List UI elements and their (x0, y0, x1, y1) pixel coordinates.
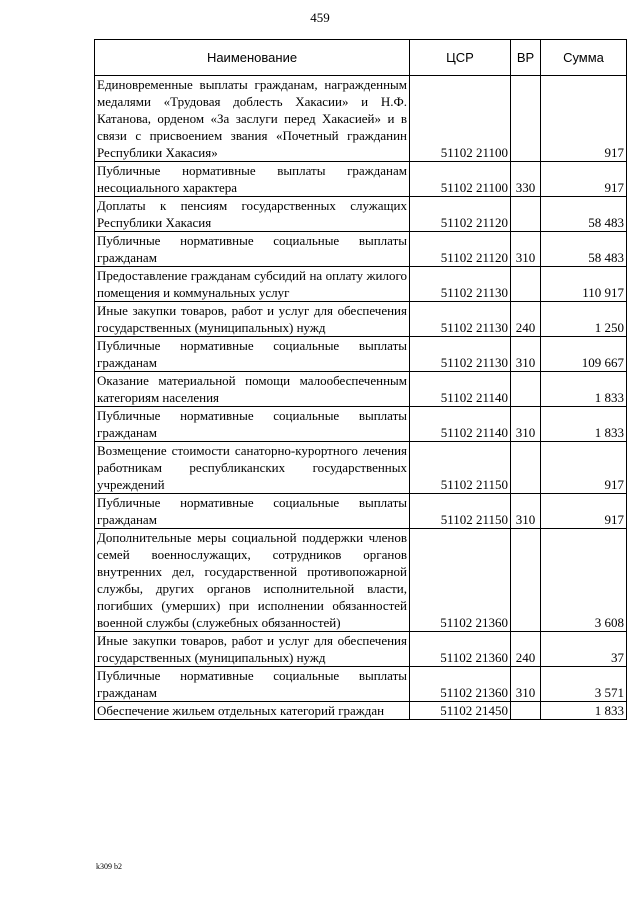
cell-csr: 51102 21140 (410, 407, 511, 442)
cell-sum: 917 (541, 442, 627, 494)
table-row (95, 302, 627, 337)
cell-csr: 51102 21140 (410, 372, 511, 407)
cell-sum: 917 (541, 494, 627, 529)
table-row (95, 267, 627, 302)
cell-csr: 51102 21360 (410, 632, 511, 667)
cell-name: Иные закупки товаров, работ и услуг для обеспечения государственных (муниципальных) нужд (95, 302, 410, 337)
cell-vr (511, 197, 541, 232)
table-row (95, 197, 627, 232)
cell-name: Обеспечение жильем отдельных категорий граждан (95, 702, 410, 720)
cell-vr (511, 702, 541, 720)
cell-csr: 51102 21360 (410, 529, 511, 632)
cell-name: Публичные нормативные социальные выплаты гражданам (95, 232, 410, 267)
table-row (95, 442, 627, 494)
cell-csr: 51102 21150 (410, 442, 511, 494)
cell-sum: 917 (541, 76, 627, 162)
cell-vr: 310 (511, 494, 541, 529)
cell-name: Дополнительные меры социальной поддержки членов семей военнослужащих, сотрудников органов внутренних дел, государственной противопожарной службы, других органов исполнительной власти, погибших (умерших) при исполнении обязанностей военной службы (служебных обязанностей) (95, 529, 410, 632)
footer-code: k309 b2 (96, 862, 122, 871)
cell-sum: 37 (541, 632, 627, 667)
cell-vr: 330 (511, 162, 541, 197)
cell-vr (511, 372, 541, 407)
cell-vr: 310 (511, 337, 541, 372)
cell-name: Публичные нормативные социальные выплаты гражданам (95, 667, 410, 702)
cell-csr: 51102 21130 (410, 302, 511, 337)
header-name: Наименование (95, 40, 410, 76)
cell-csr: 51102 21450 (410, 702, 511, 720)
cell-name: Публичные нормативные социальные выплаты гражданам (95, 407, 410, 442)
cell-sum: 3 608 (541, 529, 627, 632)
cell-vr (511, 529, 541, 632)
table-row (95, 702, 627, 720)
cell-sum: 1 833 (541, 407, 627, 442)
table-row (95, 632, 627, 667)
cell-name: Оказание материальной помощи малообеспеченным категориям населения (95, 372, 410, 407)
cell-sum: 1 833 (541, 702, 627, 720)
header-vr: ВР (511, 40, 541, 76)
cell-vr: 240 (511, 302, 541, 337)
cell-csr: 51102 21130 (410, 267, 511, 302)
cell-vr: 310 (511, 232, 541, 267)
header-sum: Сумма (541, 40, 627, 76)
cell-name: Публичные нормативные социальные выплаты гражданам (95, 494, 410, 529)
table-row (95, 337, 627, 372)
cell-vr: 240 (511, 632, 541, 667)
cell-name: Публичные нормативные выплаты гражданам несоциального характера (95, 162, 410, 197)
cell-sum: 110 917 (541, 267, 627, 302)
cell-sum: 109 667 (541, 337, 627, 372)
page-number: 459 (310, 10, 330, 25)
cell-vr (511, 442, 541, 494)
cell-csr: 51102 21100 (410, 162, 511, 197)
cell-sum: 58 483 (541, 197, 627, 232)
table-row (95, 667, 627, 702)
cell-vr: 310 (511, 407, 541, 442)
table-header-row (95, 40, 627, 76)
cell-csr: 51102 21120 (410, 232, 511, 267)
cell-name: Публичные нормативные социальные выплаты гражданам (95, 337, 410, 372)
cell-vr: 310 (511, 667, 541, 702)
table-row (95, 407, 627, 442)
budget-table (94, 39, 627, 720)
cell-sum: 917 (541, 162, 627, 197)
table-row (95, 162, 627, 197)
cell-sum: 1 833 (541, 372, 627, 407)
cell-csr: 51102 21150 (410, 494, 511, 529)
cell-csr: 51102 21360 (410, 667, 511, 702)
table-row (95, 372, 627, 407)
header-csr: ЦСР (410, 40, 511, 76)
cell-csr: 51102 21130 (410, 337, 511, 372)
cell-name: Иные закупки товаров, работ и услуг для обеспечения государственных (муниципальных) нужд (95, 632, 410, 667)
table-row (95, 529, 627, 632)
table-row (95, 232, 627, 267)
cell-sum: 3 571 (541, 667, 627, 702)
cell-csr: 51102 21100 (410, 76, 511, 162)
cell-vr (511, 76, 541, 162)
table-row (95, 494, 627, 529)
cell-csr: 51102 21120 (410, 197, 511, 232)
cell-vr (511, 267, 541, 302)
cell-name: Предоставление гражданам субсидий на оплату жилого помещения и коммунальных услуг (95, 267, 410, 302)
table-row (95, 76, 627, 162)
cell-sum: 1 250 (541, 302, 627, 337)
cell-name: Возмещение стоимости санаторно-курортного лечения работникам республиканских государственных учреждений (95, 442, 410, 494)
cell-name: Единовременные выплаты гражданам, награжденным медалями «Трудовая доблесть Хакасии» и Н.Ф. Катанова, орденом «За заслуги перед Хакасией» и в связи с присвоением звания «Почетный гражданин Республики Хакасия» (95, 76, 410, 162)
cell-sum: 58 483 (541, 232, 627, 267)
cell-name: Доплаты к пенсиям государственных служащих Республики Хакасия (95, 197, 410, 232)
